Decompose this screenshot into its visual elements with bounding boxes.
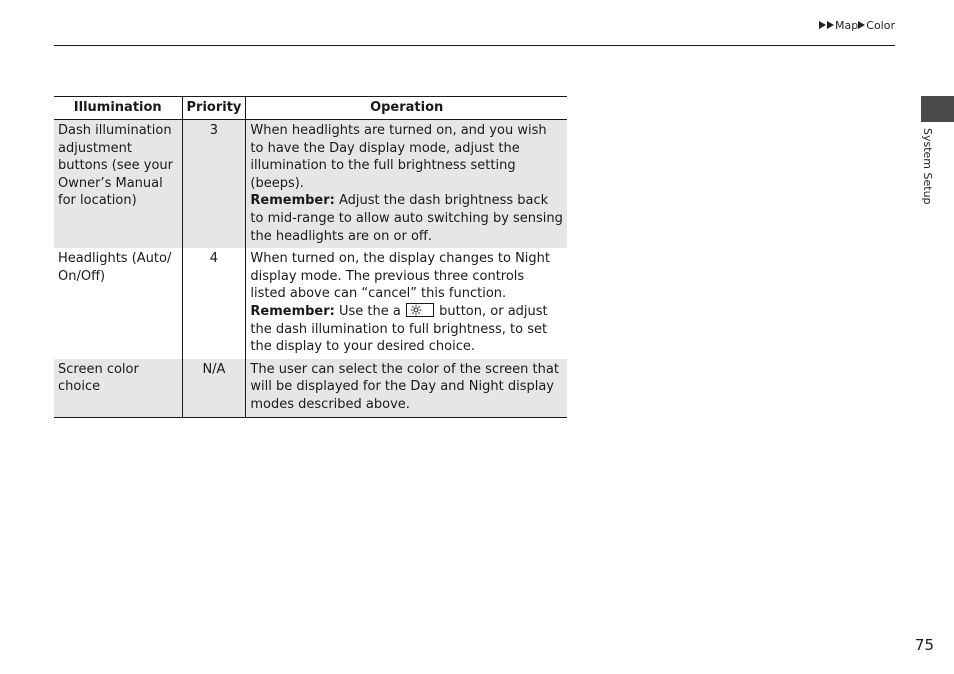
section-tab-marker <box>921 96 954 122</box>
table-row <box>54 359 567 417</box>
section-tab-label: System Setup <box>921 128 934 205</box>
breadcrumb-item-map[interactable]: Map <box>835 19 859 32</box>
table-row <box>54 248 567 359</box>
cell-priority: N/A <box>182 359 246 417</box>
breadcrumb-arrow-icon <box>827 21 834 29</box>
illumination-priority-table <box>54 96 567 418</box>
cell-operation: The user can select the color of the screen that will be displayed for the Day and Night display modes described above. <box>246 359 567 417</box>
cell-operation <box>246 120 567 249</box>
operation-text: When headlights are turned on, and you wish to have the Day display mode, adjust the illumination to the full brightness setting (beeps). <box>250 123 547 191</box>
column-header-illumination: Illumination <box>54 97 182 120</box>
remember-label: Remember: <box>250 193 335 209</box>
header-rule <box>54 45 895 46</box>
remember-text-after: button, or adjust the dash illumination to full brightness, to set the display to your desired choice. <box>250 303 548 355</box>
operation-text: When turned on, the display changes to Night display mode. The previous three controls listed above can “cancel” this function. <box>250 251 550 302</box>
cell-illumination: Screen color choice <box>54 359 182 417</box>
column-header-priority: Priority <box>182 97 246 120</box>
page-number: 75 <box>914 636 934 654</box>
cell-priority: 4 <box>182 248 246 359</box>
remember-text: Adjust the dash brightness back to mid-range to allow auto switching by sensing the headlights are on or off. <box>250 193 563 244</box>
remember-label: Remember: <box>250 303 335 319</box>
breadcrumb <box>819 19 895 32</box>
breadcrumb-item-color[interactable]: Color <box>866 19 895 32</box>
breadcrumb-arrow-icon <box>858 21 865 29</box>
column-header-operation: Operation <box>246 97 567 120</box>
remember-text-before: Use the a <box>334 303 405 319</box>
table-row <box>54 120 567 249</box>
cell-illumination: Dash illumination adjustment buttons (see your Owner’s Manual for location) <box>54 120 182 249</box>
cell-priority: 3 <box>182 120 246 249</box>
cell-illumination: Headlights (Auto/ On/Off) <box>58 251 172 284</box>
day-night-icon <box>406 303 434 317</box>
table-header-row <box>54 97 567 120</box>
breadcrumb-arrow-icon <box>819 21 826 29</box>
cell-operation <box>246 248 567 359</box>
